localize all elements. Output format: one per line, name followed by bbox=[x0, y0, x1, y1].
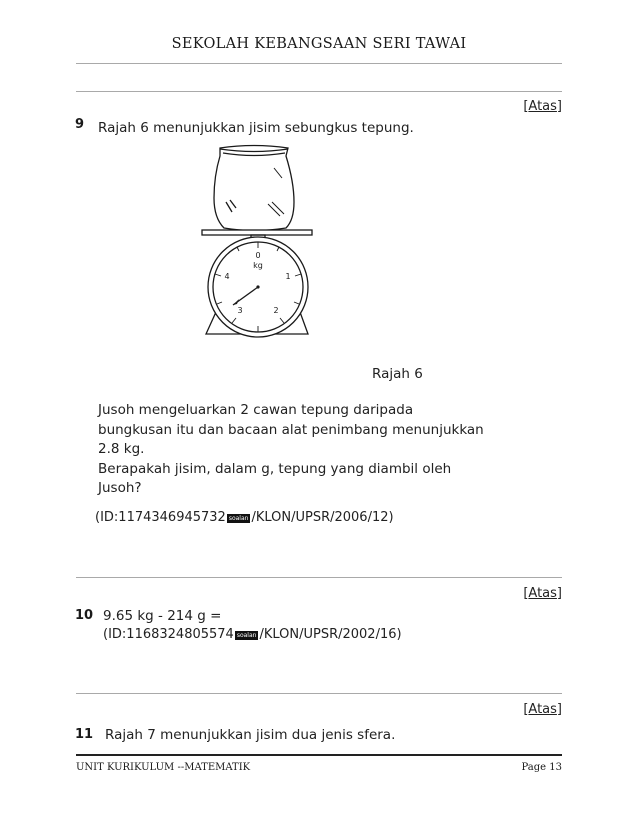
atas-link-text[interactable]: Atas bbox=[528, 99, 557, 114]
question-number-11: 11 bbox=[75, 727, 94, 742]
question-10-prompt: 9.65 kg - 214 g = bbox=[103, 608, 222, 624]
question-9-id bbox=[95, 510, 394, 525]
back-to-top-link-q9[interactable]: [Atas] bbox=[523, 99, 562, 114]
question-10-id bbox=[103, 627, 402, 642]
page-header-title: SEKOLAH KEBANGSAAN SERI TAWAI bbox=[171, 36, 467, 52]
question-number-9: 9 bbox=[75, 117, 85, 132]
question-9-line: bungkusan itu dan bacaan alat penimbang menunjukkan bbox=[98, 421, 484, 438]
dial-label-1: 1 bbox=[285, 272, 291, 281]
flour-bag-outline bbox=[214, 146, 294, 231]
atas-link-text[interactable]: Atas bbox=[528, 586, 557, 601]
question-10-id-prefix: (ID:1168324805574 bbox=[103, 627, 234, 642]
dial-unit-label: kg bbox=[253, 261, 263, 270]
atas-link-text[interactable]: Atas bbox=[528, 702, 557, 717]
back-to-top-link-q11[interactable]: [Atas] bbox=[523, 702, 562, 717]
back-to-top-link-q10[interactable]: [Atas] bbox=[523, 586, 562, 601]
section-divider-q11 bbox=[76, 693, 562, 694]
dial-label-3: 3 bbox=[237, 306, 243, 315]
dial-label-0: 0 bbox=[255, 251, 261, 260]
footer-unit-label: UNIT KURIKULUM --MATEMATIK bbox=[76, 762, 251, 773]
question-9-line: 2.8 kg. bbox=[98, 441, 145, 457]
dial-label-4: 4 bbox=[224, 272, 230, 281]
header-divider bbox=[76, 63, 562, 64]
question-10-id-suffix: /KLON/UPSR/2002/16) bbox=[259, 627, 402, 642]
question-9-id-suffix: /KLON/UPSR/2006/12) bbox=[251, 510, 394, 525]
question-number-10: 10 bbox=[75, 608, 94, 623]
footer-divider bbox=[76, 754, 562, 756]
weighing-scale-figure bbox=[196, 142, 320, 348]
question-11-prompt: Rajah 7 menunjukkan jisim dua jenis sfera. bbox=[105, 727, 396, 743]
soalan-badge-q9[interactable]: soalan bbox=[228, 515, 249, 522]
scale-platform bbox=[202, 230, 312, 235]
question-9-line: Jusoh? bbox=[98, 480, 142, 496]
question-9-id-prefix: (ID:1174346945732 bbox=[95, 510, 226, 525]
section-divider-q9 bbox=[76, 91, 562, 92]
dial-label-2: 2 bbox=[273, 306, 279, 315]
soalan-badge-q10[interactable]: soalan bbox=[236, 632, 257, 639]
figure-caption-rajah-6: Rajah 6 bbox=[372, 366, 423, 382]
question-9-line: Jusoh mengeluarkan 2 cawan tepung daripada bbox=[98, 402, 414, 418]
question-9-line: Berapakah jisim, dalam g, tepung yang diambil oleh bbox=[98, 460, 452, 477]
section-divider-q10 bbox=[76, 577, 562, 578]
question-9-prompt: Rajah 6 menunjukkan jisim sebungkus tepung. bbox=[98, 120, 414, 136]
footer-page-number: Page 13 bbox=[521, 762, 562, 773]
question-9-body bbox=[98, 401, 484, 499]
